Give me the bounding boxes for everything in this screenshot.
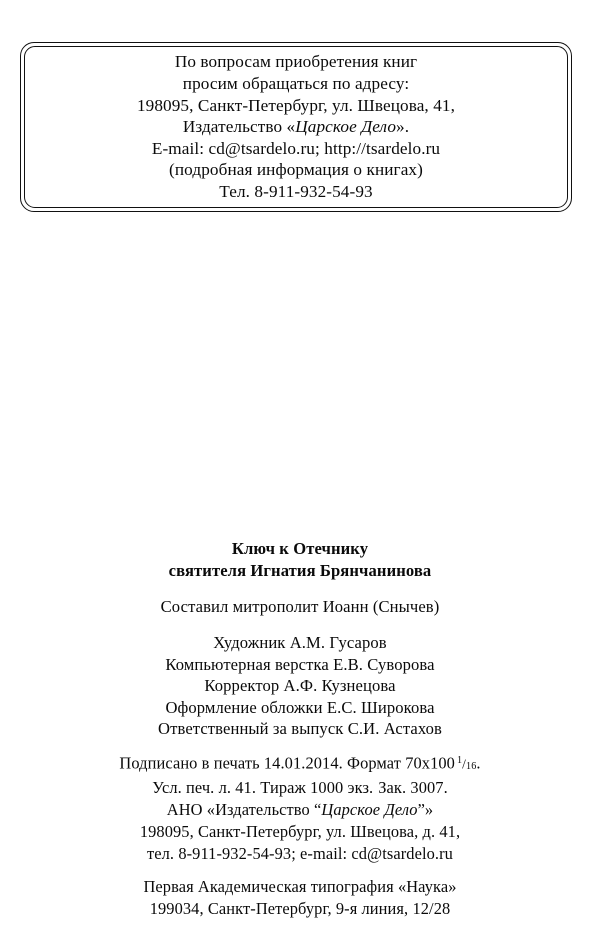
contact-line-purchase-2: просим обращаться по адресу:: [182, 74, 410, 94]
imprint-signed-text: Подписано в печать 14.01.2014. Формат 70х100: [119, 752, 455, 772]
imprint-publisher-name-italic: Царское Дело: [321, 800, 418, 820]
staff-line-layout: Компьютерная верстка Е.В. Суворова: [165, 654, 435, 674]
contact-line-publisher: [183, 116, 409, 138]
staff-line-responsible: Ответственный за выпуск С.И. Астахов: [158, 719, 442, 738]
imprint-publisher-suffix: ”»: [417, 800, 434, 820]
book-title-line-1: Ключ к Отечнику: [231, 539, 369, 558]
printer-address-line: 199034, Санкт-Петербург, 9-я линия, 12/28: [149, 899, 451, 919]
publisher-name-italic: Царское Дело: [295, 117, 397, 137]
imprint-sheets-line: [0, 777, 600, 799]
contact-line-email: E-mail: cd@tsardelo.ru; http://tsardelo.ru: [151, 138, 441, 158]
colophon-printer-group: [0, 876, 600, 920]
contact-line-purchase-1: По вопросам приобретения книг: [174, 52, 418, 72]
staff-line-cover-design: Оформление обложки Е.С. Широкова: [165, 697, 435, 717]
format-slash: /: [462, 755, 467, 771]
imprint-signed-line: [0, 750, 600, 778]
staff-line-artist: Художник А.М. Гусаров: [213, 633, 387, 652]
contact-line-address: 198095, Санкт-Петербург, ул. Швецова, 41,: [136, 95, 456, 115]
colophon-staff-group: [0, 632, 600, 740]
format-suffix: .: [476, 752, 481, 772]
colophon: [0, 538, 600, 920]
contact-line-note: (подробная информация о книгах): [169, 160, 423, 180]
imprint-publisher-prefix: АНО «Издательство “: [166, 800, 322, 820]
publisher-prefix: Издательство «: [182, 117, 296, 137]
imprint-contact-line: тел. 8-911-932-54-93; e-mail: cd@tsardelo.ru: [147, 844, 453, 864]
format-denominator: 16: [466, 760, 477, 772]
imprint-address-line: 198095, Санкт-Петербург, ул. Швецова, д. 41,: [139, 822, 461, 842]
imprint-order-text: Зак. 3007.: [378, 778, 448, 798]
contact-box-inner-border: [24, 46, 568, 208]
colophon-imprint-group: [0, 750, 600, 866]
format-numerator: 1: [456, 754, 463, 766]
colophon-title-group: [0, 538, 600, 582]
compiler-line: Составил митрополит Иоанн (Снычев): [160, 597, 440, 616]
publisher-suffix: ».: [396, 117, 410, 137]
contact-line-phone: Тел. 8-911-932-54-93: [219, 181, 373, 201]
imprint-publisher-line: [0, 799, 600, 821]
format-fraction: [457, 750, 476, 778]
imprint-sheets-text: Усл. печ. л. 41. Тираж 1000 экз.: [152, 778, 374, 798]
staff-line-proofreader: Корректор А.Ф. Кузнецова: [204, 676, 396, 695]
contact-box: [20, 42, 572, 212]
printer-name-line: Первая Академическая типография «Наука»: [143, 877, 457, 897]
book-title-line-2: святителя Игнатия Брянчанинова: [168, 561, 432, 580]
colophon-compiler-group: [0, 596, 600, 617]
